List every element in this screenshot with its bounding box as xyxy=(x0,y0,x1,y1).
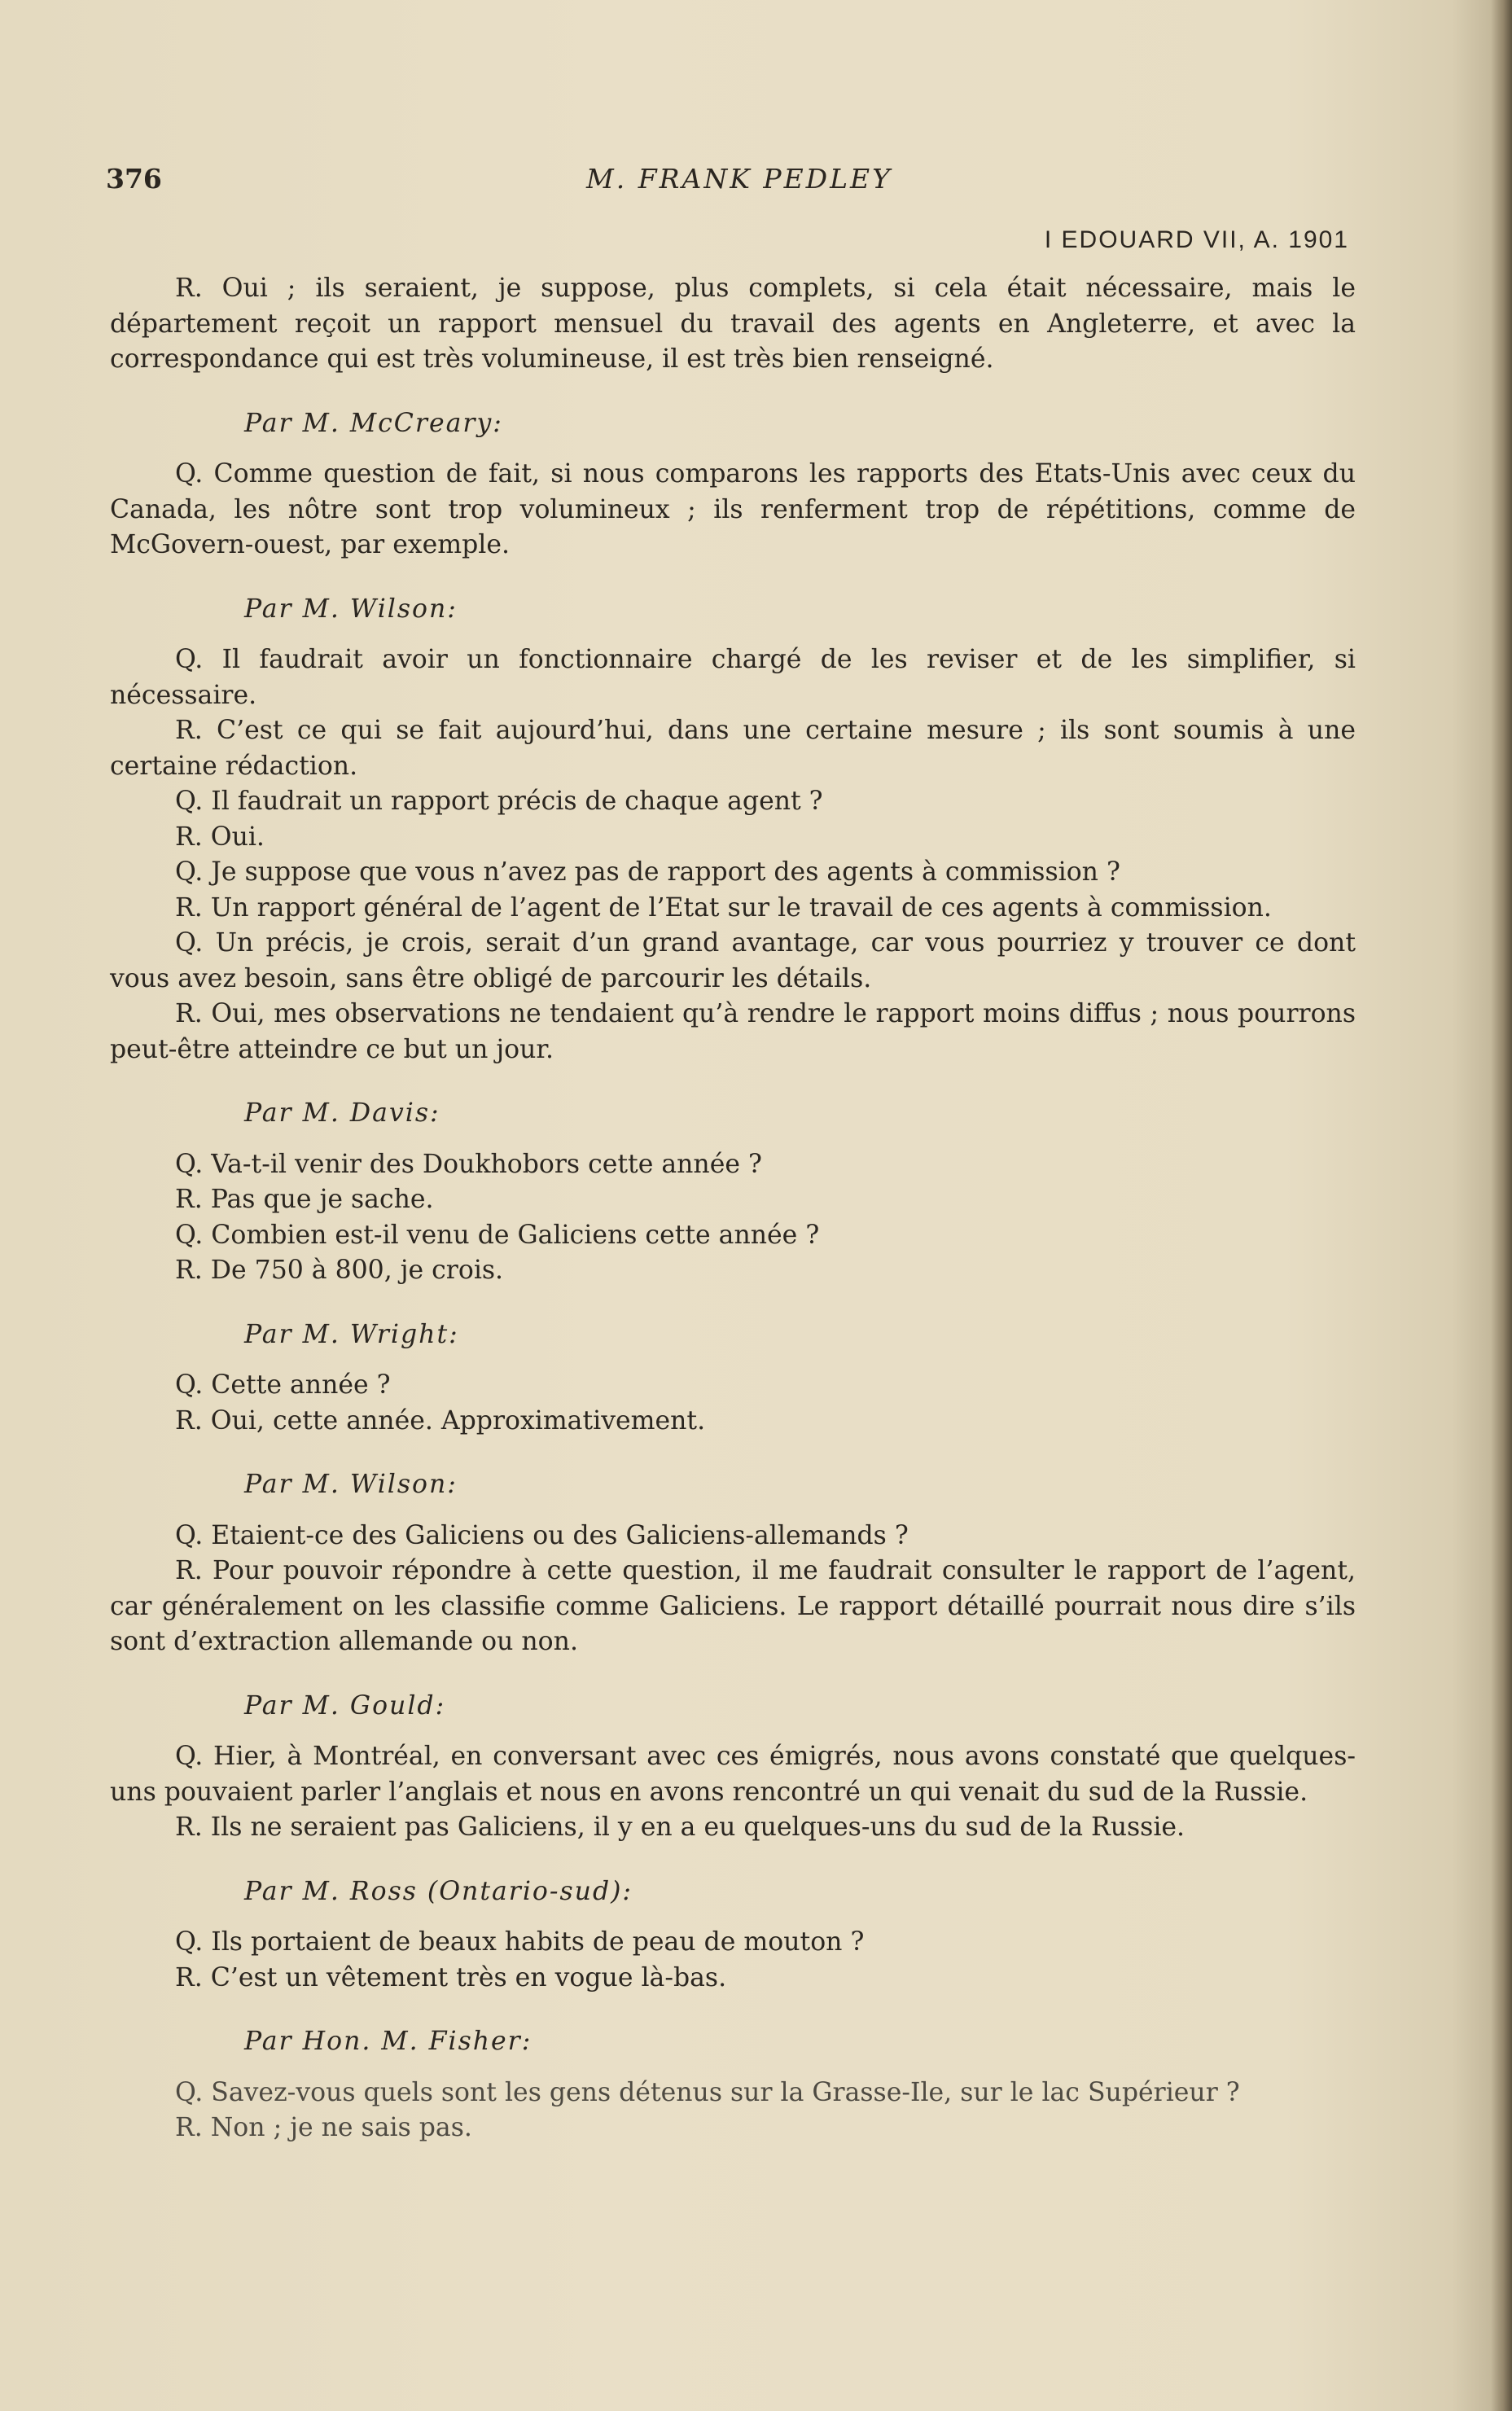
question-paragraph: Q. Hier, à Montréal, en conversant avec ces émigrés, nous avons constaté que quelques-uns pouvaient parler l’anglais et nous en avons rencontré un qui venait du sud de la Russie. xyxy=(110,1742,1356,1807)
speaker-heading: Par M. Wilson: xyxy=(244,1470,458,1499)
speaker-heading: Par M. Ross (Ontario-sud): xyxy=(244,1876,633,1906)
speaker-heading: Par M. Gould: xyxy=(244,1690,446,1721)
answer-paragraph: R. Pour pouvoir répondre à cette question, il me faudrait consulter le rapport de l’agent, car généralement on les classifie comme Galiciens. Le rapport détaillé pourrait nous dire s’ils sont d’extraction allemande ou non. xyxy=(110,1556,1356,1656)
speaker-heading: Par M. Wilson: xyxy=(244,594,458,624)
running-title: M. FRANK PEDLEY xyxy=(586,163,892,195)
question-paragraph: Q. Combien est-il venu de Galiciens cette année ? xyxy=(175,1220,820,1250)
answer-paragraph: R. Oui, mes observations ne tendaient qu’à rendre le rapport moins diffus ; nous pourrons peut-être atteindre ce but un jour. xyxy=(110,999,1356,1064)
question-paragraph: Q. Cette année ? xyxy=(175,1370,391,1400)
document-body xyxy=(110,271,1356,2146)
answer-paragraph: R. Pas que je sache. xyxy=(175,1185,434,1214)
answer-paragraph: R. De 750 à 800, je crois. xyxy=(175,1256,504,1285)
answer-paragraph: R. Ils ne seraient pas Galiciens, il y en a eu quelques-uns du sud de la Russie. xyxy=(175,1813,1185,1842)
answer-paragraph: R. Oui ; ils seraient, je suppose, plus complets, si cela était nécessaire, mais le département reçoit un rapport mensuel du travail des agents en Angleterre, et avec la correspondance qui est très volumineuse, il est très bien renseigné. xyxy=(110,274,1356,374)
question-paragraph: Q. Va-t-il venir des Doukhobors cette année ? xyxy=(175,1149,762,1179)
answer-paragraph: R. Un rapport général de l’agent de l’Etat sur le travail de ces agents à commission. xyxy=(175,892,1272,923)
page-header xyxy=(106,163,1360,212)
question-paragraph: Q. Un précis, je crois, serait d’un grand avantage, car vous pourriez y trouver ce dont vous avez besoin, sans être obligé de parcourir les détails. xyxy=(110,928,1356,993)
question-paragraph: Q. Je suppose que vous n’avez pas de rapport des agents à commission ? xyxy=(175,857,1120,887)
question-paragraph: Q. Savez-vous quels sont les gens détenus sur la Grasse-Ile, sur le lac Supérieur ? xyxy=(175,2077,1240,2107)
answer-paragraph: R. Oui. xyxy=(175,822,265,852)
answer-paragraph: R. Non ; je ne sais pas. xyxy=(175,2113,472,2142)
question-paragraph: Q. Il faudrait un rapport précis de chaque agent ? xyxy=(175,787,823,816)
page-number: 376 xyxy=(106,163,162,195)
speaker-heading: Par M. Wright: xyxy=(244,1319,459,1349)
speaker-heading: Par M. Davis: xyxy=(244,1098,440,1128)
answer-paragraph: R. Oui, cette année. Approximativement. xyxy=(175,1405,706,1436)
speaker-heading: Par Hon. M. Fisher: xyxy=(244,2027,532,2056)
question-paragraph: Q. Ils portaient de beaux habits de peau de mouton ? xyxy=(175,1927,865,1957)
answer-paragraph: R. C’est ce qui se fait aujourd’hui, dans une certaine mesure ; ils sont soumis à une certaine rédaction. xyxy=(110,716,1356,781)
question-paragraph: Q. Il faudrait avoir un fonctionnaire chargé de les reviser et de les simplifier, si nécessaire. xyxy=(110,645,1356,710)
answer-paragraph: R. C’est un vêtement très en vogue là-bas. xyxy=(175,1962,727,1992)
question-paragraph: Q. Comme question de fait, si nous comparons les rapports des Etats-Unis avec ceux du Canada, les nôtre sont trop volumineux ; ils renferment trop de répétitions, comme de McGovern-ouest, par exemple. xyxy=(110,459,1356,559)
question-paragraph: Q. Etaient-ce des Galiciens ou des Galiciens-allemands ? xyxy=(175,1520,909,1550)
speaker-heading: Par M. McCreary: xyxy=(244,408,503,438)
session-line: I EDOUARD VII, A. 1901 xyxy=(1044,226,1349,253)
page-edge-shadow xyxy=(1491,0,1512,2411)
